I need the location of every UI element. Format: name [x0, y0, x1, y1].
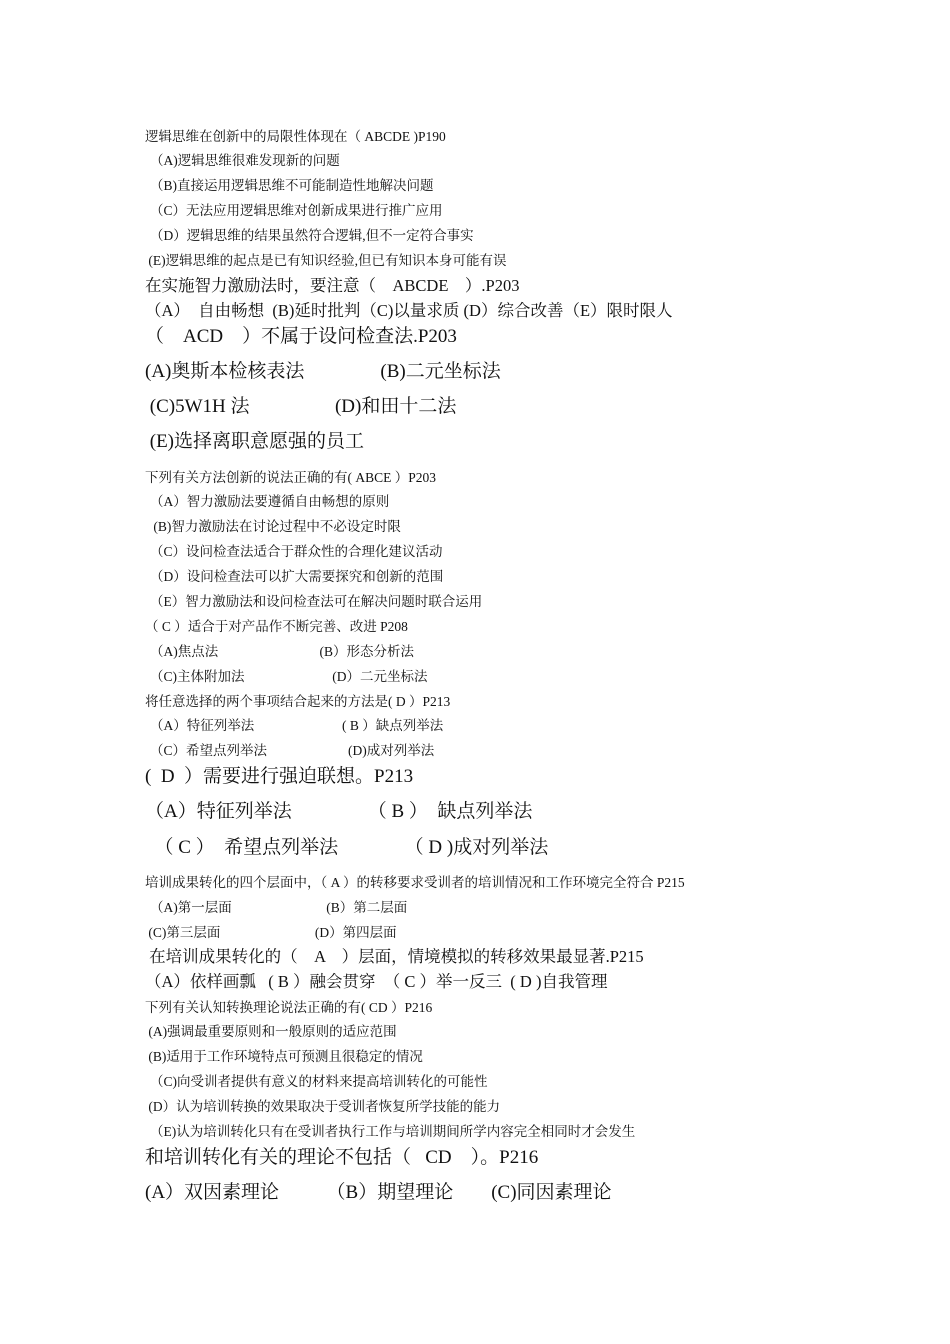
question-11: 和培训转化有关的理论不包括（ CD ）。P216	[145, 1147, 539, 1168]
question-7: ( D ）需要进行强迫联想。P213	[145, 766, 414, 787]
option-line: （C）无法应用逻辑思维对创新成果进行推广应用	[150, 203, 443, 218]
option-line: （A） 自由畅想 (B)延时批判（C)以量求质 (D）综合改善（E）限时限人	[145, 301, 673, 320]
question-2: 在实施智力激励法时，要注意（ ABCDE ）.P203	[145, 276, 520, 295]
option-line: （A）特征列举法 （ B ） 缺点列举法	[145, 801, 533, 822]
option-line: （A)焦点法 (B）形态分析法	[150, 644, 414, 659]
option-line: （A)第一层面 (B）第二层面	[150, 900, 408, 915]
option-line: (D）认为培训转换的效果取决于受训者恢复所学技能的能力	[145, 1099, 501, 1114]
option-line: （E)认为培训转化只有在受训者执行工作与培训期间所学内容完全相同时才会发生	[150, 1124, 636, 1139]
option-line: (A)奥斯本检核表法 (B)二元坐标法	[145, 361, 501, 382]
question-10: 下列有关认知转换理论说法正确的有( CD ）P216	[145, 1000, 433, 1015]
option-line: （E）智力激励法和设问检查法可在解决问题时联合运用	[150, 594, 483, 609]
option-line: （C)主体附加法 (D）二元坐标法	[150, 669, 428, 684]
option-line: (B)智力激励法在讨论过程中不必设定时限	[150, 519, 401, 534]
option-line: （C）希望点列举法 (D)成对列举法	[150, 743, 435, 758]
option-line: （D）设问检查法可以扩大需要探究和创新的范围	[150, 569, 444, 584]
question-8: 培训成果转化的四个层面中，（ A ）的转移要求受训者的培训情况和工作环境完全符合 P215	[145, 875, 685, 890]
question-3: （ ACD ）不属于设问检查法.P203	[145, 326, 457, 347]
option-line: (A）双因素理论 （B）期望理论 (C)同因素理论	[145, 1182, 612, 1203]
option-line: （D）逻辑思维的结果虽然符合逻辑,但不一定符合事实	[150, 228, 474, 243]
option-line: (E)逻辑思维的起点是已有知识经验,但已有知识本身可能有误	[145, 253, 507, 268]
option-line: （C）设问检查法适合于群众性的合理化建议活动	[150, 544, 443, 559]
option-line: （A）特征列举法 ( B ）缺点列举法	[150, 718, 444, 733]
option-line: (B)适用于工作环境特点可预测且很稳定的情况	[145, 1049, 423, 1064]
option-line: (C)第三层面 (D）第四层面	[145, 925, 397, 940]
question-6: 将任意选择的两个事项结合起来的方法是( D ）P213	[145, 694, 451, 709]
option-line: (C)5W1H 法 (D)和田十二法	[145, 396, 457, 417]
question-9: 在培训成果转化的（ A ）层面，情境模拟的转移效果最显著.P215	[145, 947, 644, 966]
option-line: （B)直接运用逻辑思维不可能制造性地解决问题	[150, 178, 434, 193]
option-line: (E)选择离职意愿强的员工	[145, 431, 365, 452]
option-line: （A)逻辑思维很难发现新的问题	[150, 153, 340, 168]
option-line: （C)向受训者提供有意义的材料来提高培训转化的可能性	[150, 1074, 488, 1089]
question-5: （ C ）适合于对产品作不断完善、改进 P208	[145, 619, 408, 634]
question-1: 逻辑思维在创新中的局限性体现在（ ABCDE )P190	[145, 129, 446, 144]
option-line: （A）智力激励法要遵循自由畅想的原则	[150, 494, 390, 509]
option-line: (A)强调最重要原则和一般原则的适应范围	[145, 1024, 397, 1039]
option-line: （ C ） 希望点列举法 （ D )成对列举法	[145, 837, 549, 858]
option-line: （A）依样画瓢 ( B ）融会贯穿 （ C ）举一反三 ( D )自我管理	[145, 972, 608, 991]
question-4: 下列有关方法创新的说法正确的有( ABCE ）P203	[145, 470, 437, 485]
